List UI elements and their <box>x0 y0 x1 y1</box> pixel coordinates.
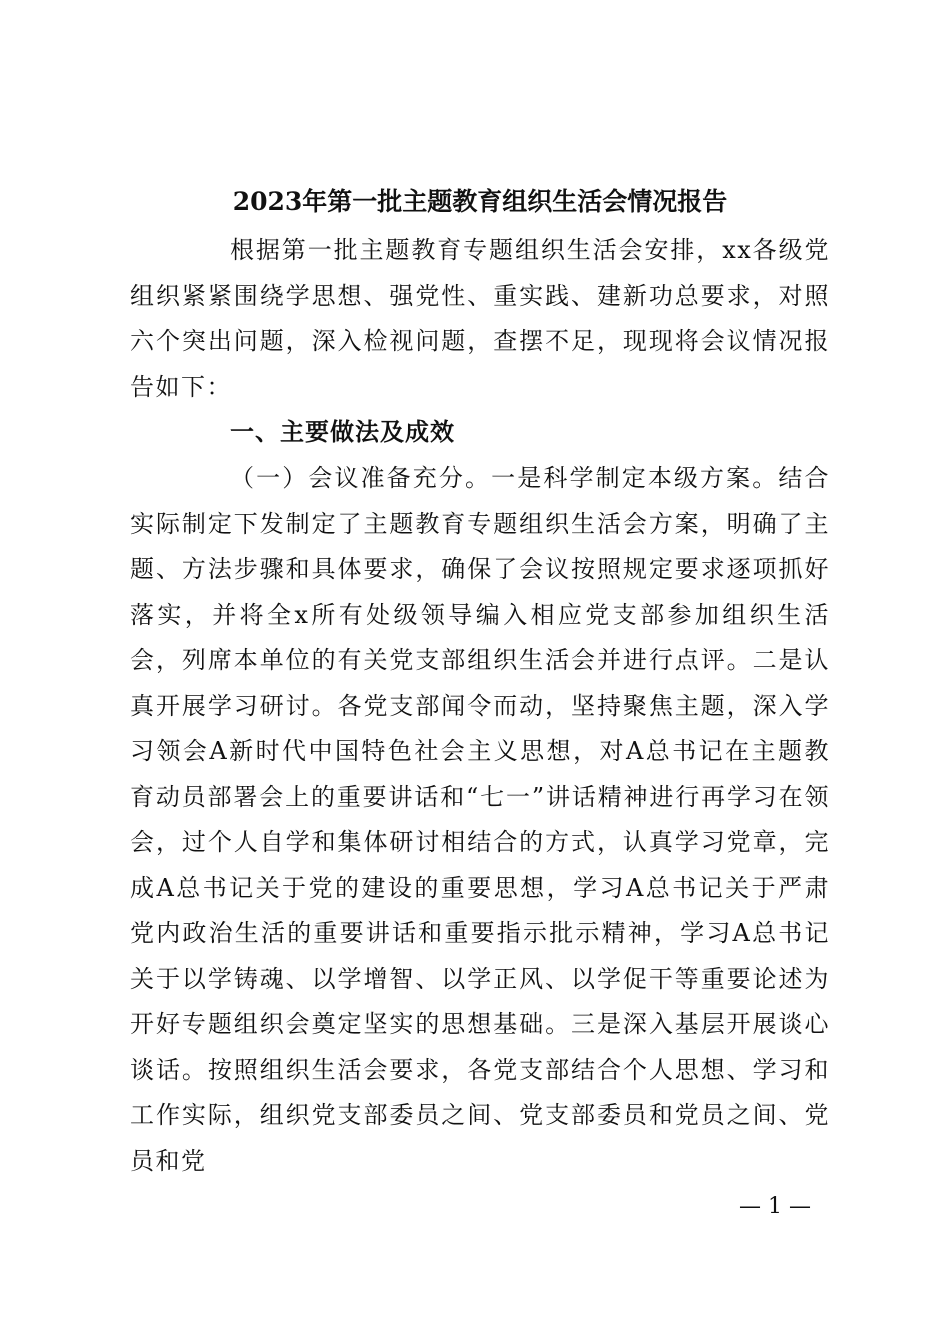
body-paragraph: （一）会议准备充分。一是科学制定本级方案。结合实际制定下发制定了主题教育专题组织生活会方案，明确了主题、方法步骤和具体要求，确保了会议按照规定要求逐项抓好落实，并将全x所有处级领导编入相应党支部参加组织生活会，列席本单位的有关党支部组织生活会并进行点评。二是认真开展学习研讨。各党支部闻令而动，坚持聚焦主题，深入学习领会A新时代中国特色社会主义思想，对A总书记在主题教育动员部署会上的重要讲话和“七一”讲话精神进行再学习在领会，过个人自学和集体研讨相结合的方式，认真学习党章，完成A总书记关于党的建设的重要思想，学习A总书记关于严肃党内政治生活的重要讲话和重要指示批示精神，学习A总书记关于以学铸魂、以学增智、以学正风、以学促干等重要论述为开好专题组织会奠定坚实的思想基础。三是深入基层开展谈心谈话。按照组织生活会要求，各党支部结合个人思想、学习和工作实际，组织党支部委员之间、党支部委员和党员之间、党员和党 <box>130 464 830 1175</box>
intro-paragraph: 根据第一批主题教育专题组织生活会安排，xx各级党组织紧紧围绕学思想、强党性、重实践、建新功总要求，对照六个突出问题，深入检视问题，查摆不足，现现将会议情况报告如下： <box>130 236 830 401</box>
document-title: 2023年第一批主题教育组织生活会情况报告 <box>232 187 728 216</box>
page-number: — 1 — <box>739 1194 811 1219</box>
section-heading: 一、主要做法及成效 <box>230 418 455 446</box>
